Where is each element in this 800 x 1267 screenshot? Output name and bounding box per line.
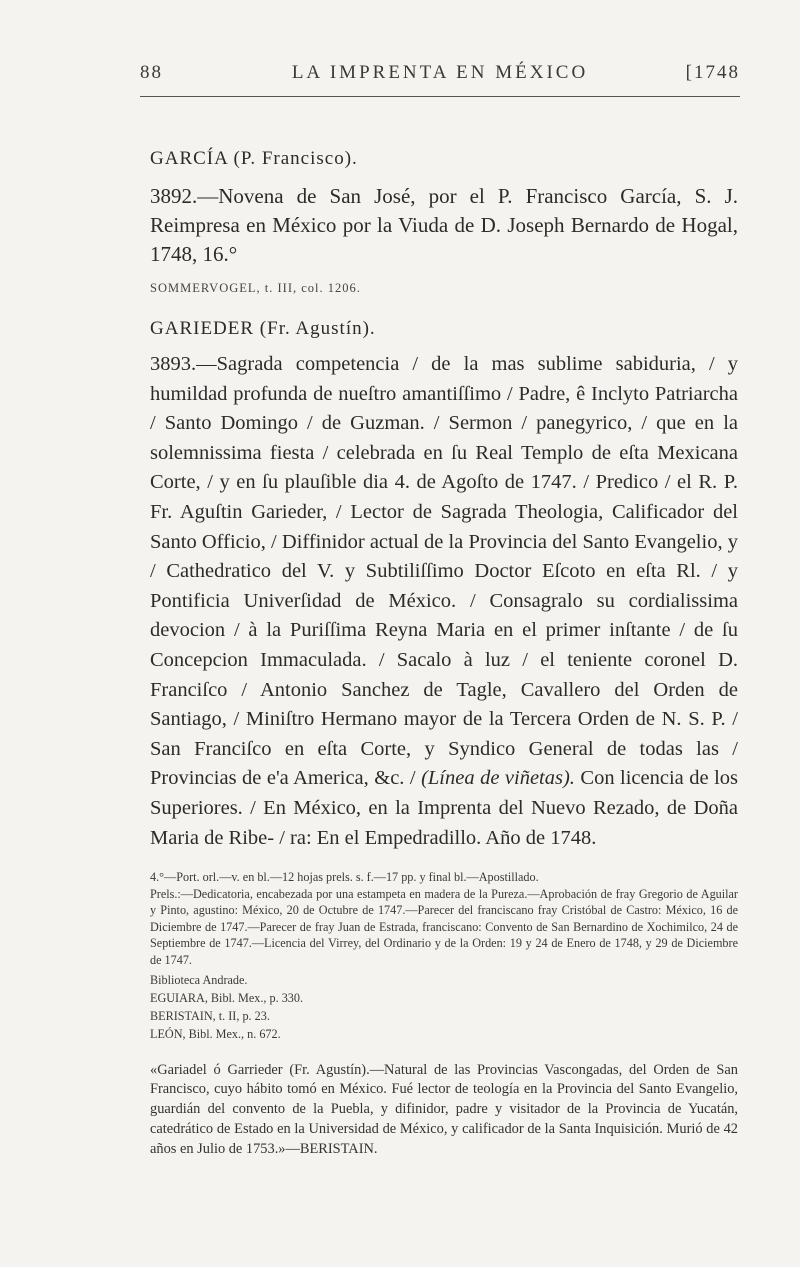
preliminaries-note: Prels.:—Dedicatoria, encabezada por una estampeta en madera de la Pureza.—Aprobación de fray Gregorio de Aguilar y Pinto, agustino: México, 20 de Octubre de 1747.—Parecer del franciscano fray Cristóbal de Castro: México, 16 de Diciembre de 1747.—Parecer de fray Juan de Estrada, franciscano: Convento de San Bernardino de Xochimilco, 24 de Septiembre de 1747.—Licencia del Virrey, del Ordinario y de la Orden: 19 y 24 de Enero de 1748, y 29 de Diciembre de 1747. [150,886,738,968]
library-holding: Biblioteca Andrade. [150,972,248,987]
reference-item: BERISTAIN, t. II, p. 23. [150,1008,270,1023]
references [150,971,738,1043]
entry-text [150,350,738,853]
header-rule [140,96,740,97]
entry-citation: SOMMERVOGEL, t. III, col. 1206. [150,281,361,295]
year-marker: [1748 [685,62,740,83]
entry-author: GARCÍA (P. Francisco). [150,148,358,169]
entry-imprint-text: Con licencia de los Superiores. / En México, en la Imprenta del Nuevo Rezado, de Doña Maria de Ribe- / ra: En el Empedradillo. Año de 1748. [150,767,739,849]
entry-text: 3892.—Novena de San José, por el P. Francisco García, S. J. Reimpresa en México por la Viuda de D. Joseph Bernardo de Hogal, 1748, 16.° [150,184,738,266]
physical-description: 4.°—Port. orl.—v. en bl.—12 hojas prels. s. f.—17 pp. y final bl.—Apostillado. [150,870,539,885]
biographical-quote: «Gariadel ó Garrieder (Fr. Agustín).—Natural de las Provincias Vascongadas, del Orden de San Francisco, cuyo hábito tomó en México. Fué lector de teología en la Provincia del Santo Evangelio, guardián del convento de la Puebla, y difinidor, padre y visitador de la Provincia de Yucatán, catedrático de Estado en la Universidad de México, y calificador de la Santa Inquisición. Murió de 42 años en Julio de 1753.»—BERISTAIN. [150,1061,738,1157]
page-number: 88 [140,62,163,83]
reference-item: EGUIARA, Bibl. Mex., p. 330. [150,990,304,1005]
running-head [140,62,740,92]
entry-title-text: 3893.—Sagrada competencia / de la mas sublime sabiduria, / y humildad profunda de nueſtro amantiſſimo / Padre, ê Inclyto Patriarcha / Santo Domingo / de Guzman. / Sermon / panegyrico, / que en la solemnissima fiesta / celebrada en ſu Real Templo de eſta Mexicana Corte, / y en ſu plauſible dia 4. de Agoſto de 1747. / Predico / el R. P. Fr. Aguſtin Garieder, / Lector de Sagrada Theologia, Calificador del Santo Officio, / Diffinidor actual de la Provincia del Santo Evangelio, y / Cathedratico del V. y Subtiliſſimo Doctor Eſcoto en eſta Rl. / y Pontificia Univerſidad de México. / Consagralo su cordialissima devocion / à la Puriſſima Reyna Maria en el primer inſtante / de ſu Concepcion Immaculada. / Sacalo à luz / el teniente coronel D. Franciſco / Antonio Sanchez de Tagle, Cavallero del Orden de Santiago, / Miniſtro Hermano mayor de la Tercera Orden de N. S. P. / San Franciſco en eſta Corte, y Syndico General de todas las / Provincias de e'a America, &c. / [150,353,738,790]
entry-author: GARIEDER (Fr. Agustín). [150,318,376,339]
reference-item: LEÓN, Bibl. Mex., n. 672. [150,1026,281,1041]
running-title: LA IMPRENTA EN MÉXICO [291,62,589,83]
entry-italic-note: (Línea de viñetas). [421,767,575,790]
page-content [150,148,738,1160]
bibliographic-notes [150,869,738,969]
